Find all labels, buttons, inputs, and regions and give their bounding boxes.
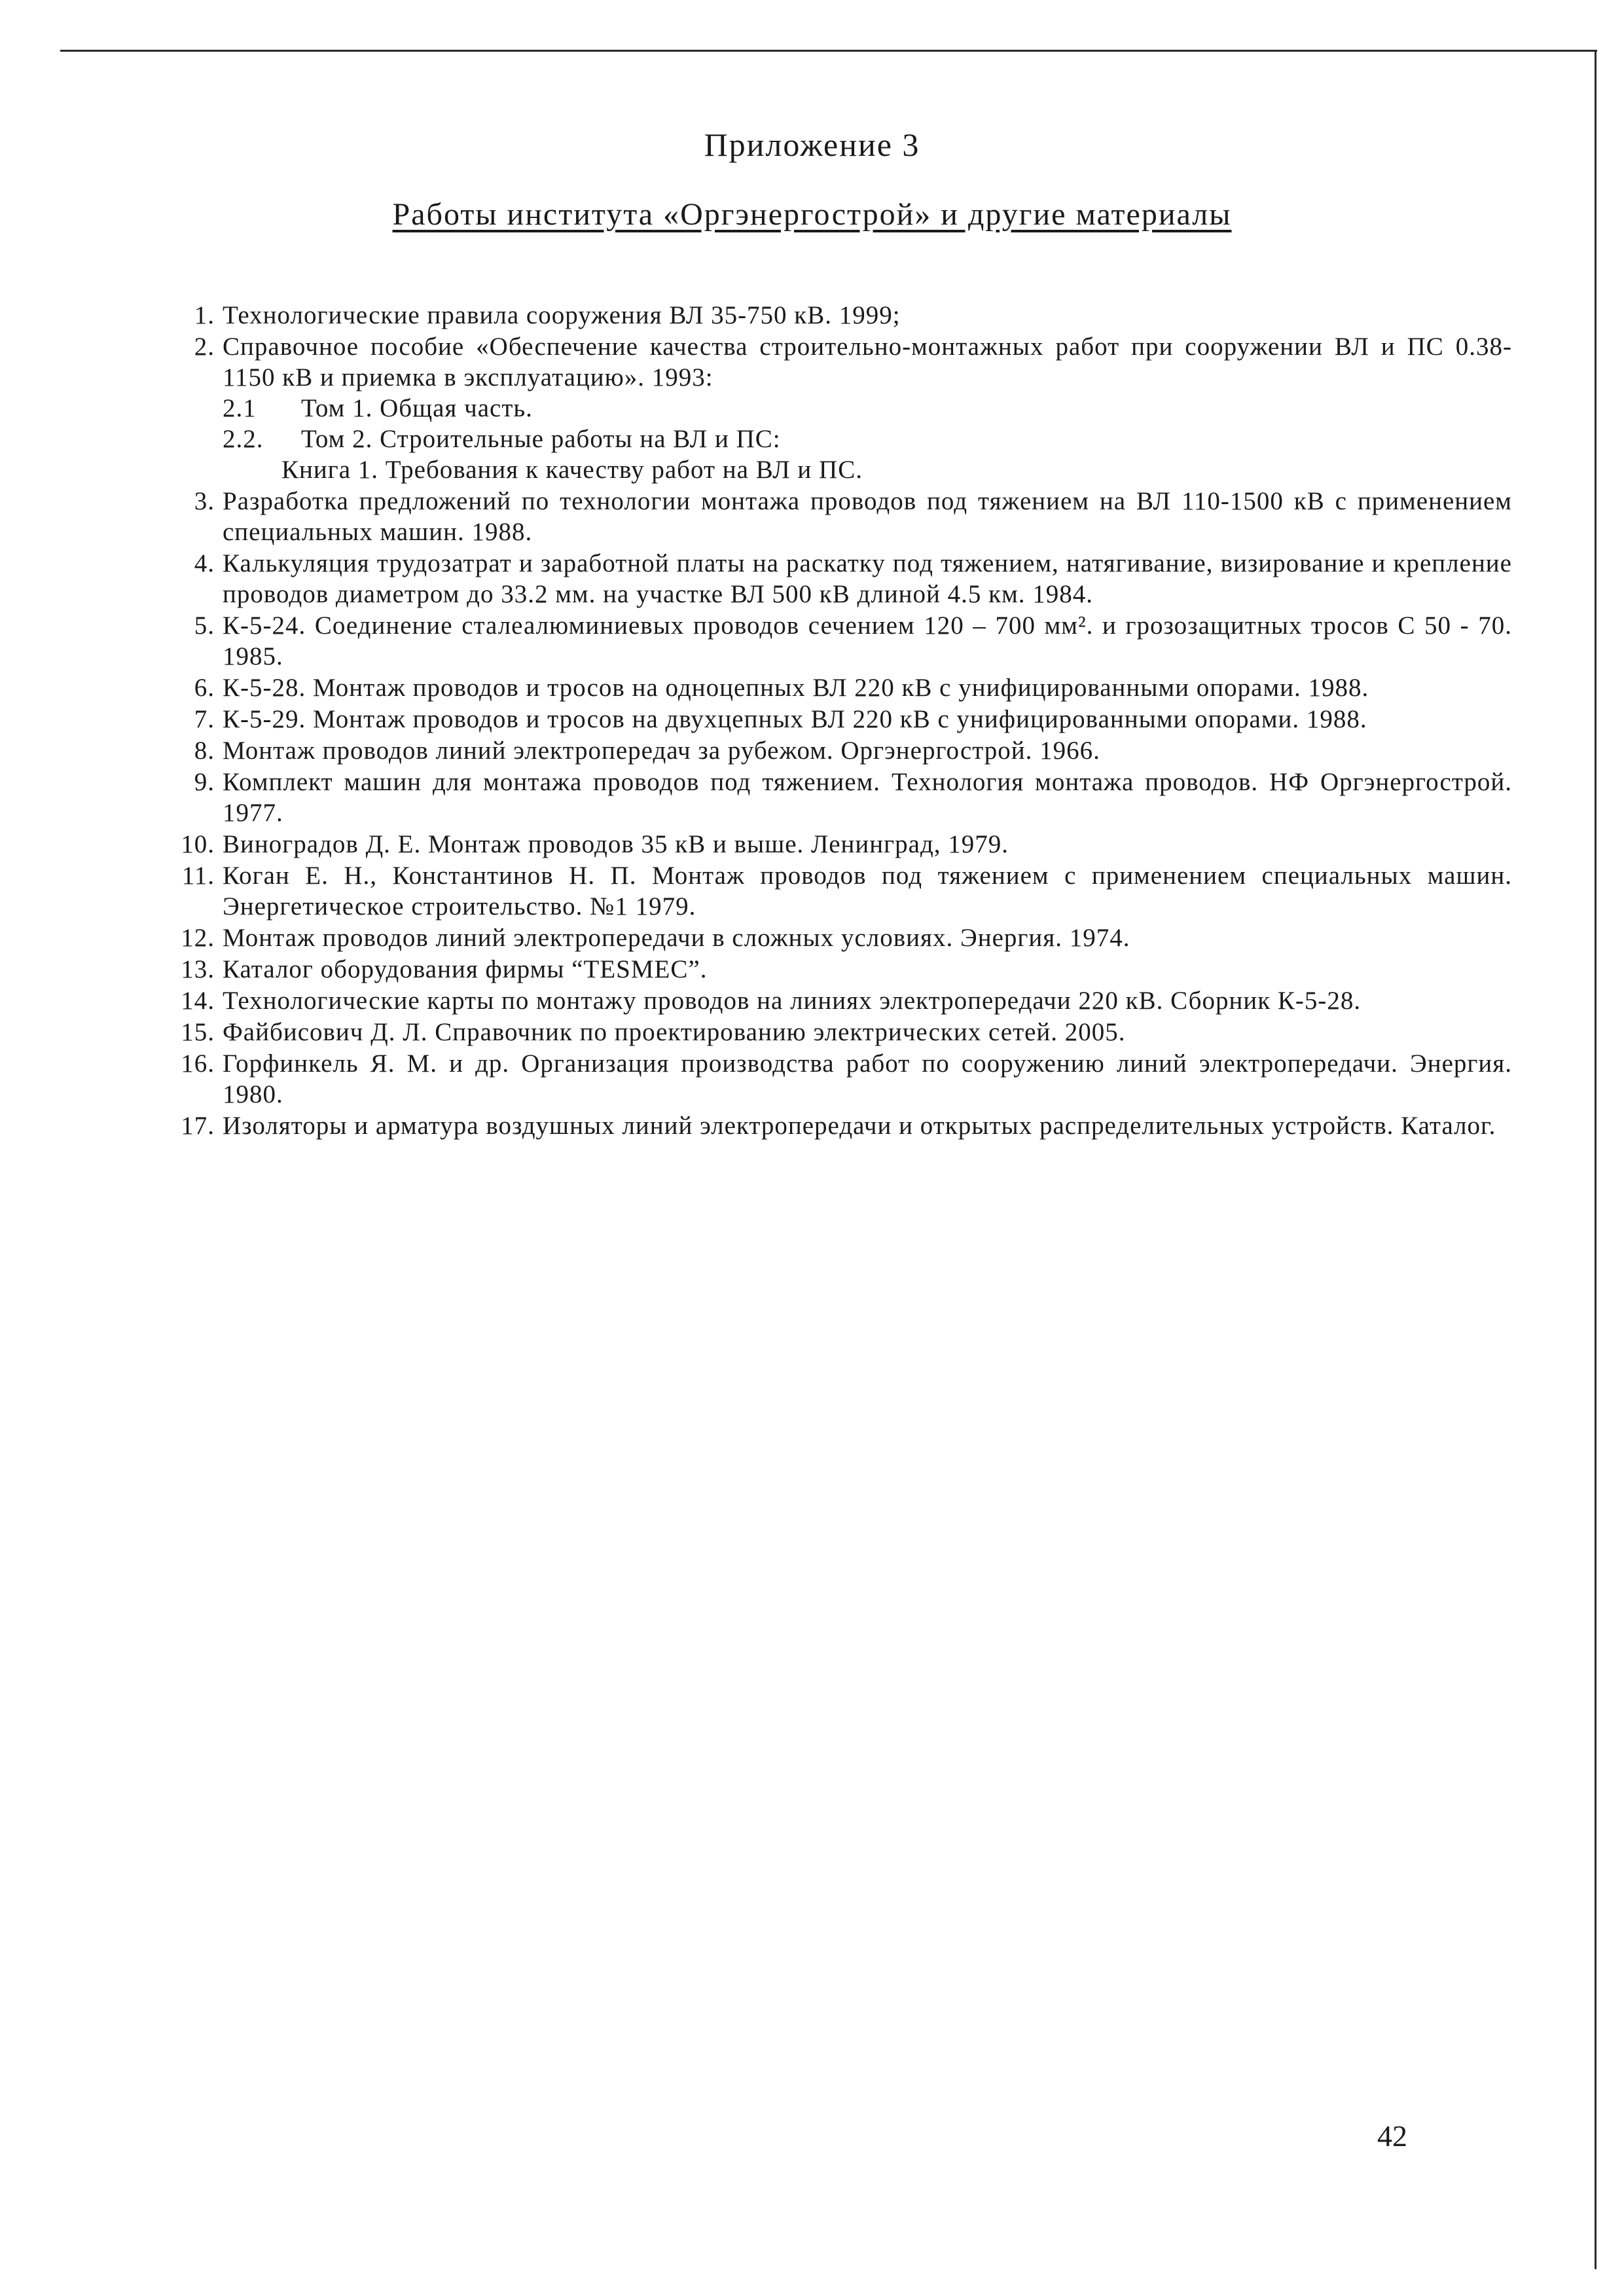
list-item-number: 4. [194,549,215,577]
list-item-number: 5. [194,611,215,640]
section-title-text: Работы института «Оргэнергострой» и другие материалы [392,197,1232,232]
list-item-text: Справочное пособие «Обеспечение качества строительно-монтажных работ при сооружении ВЛ и ПС 0.38-1150 кВ и приемка в эксплуатацию». 1993: [223,333,1512,392]
list-item-text: Файбисович Д. Л. Справочник по проектированию электрических сетей. 2005. [223,1018,1126,1046]
sub-item-text: Том 2. Строительные работы на ВЛ и ПС: [301,425,781,453]
list-item-text: Разработка предложений по технологии монтажа проводов под тяжением на ВЛ 110-1500 кВ с применением специальных машин. 1988. [223,487,1512,546]
list-item [164,548,1512,610]
list-item [164,767,1512,828]
list-item [164,985,1512,1016]
list-item-number: 6. [194,674,215,702]
list-item-number: 12. [181,924,215,952]
list-item [164,1017,1512,1048]
list-item-text: К-5-29. Монтаж проводов и тросов на двухцепных ВЛ 220 кВ с унифицированными опорами. 1988. [223,705,1367,733]
list-item-text: Горфинкель Я. М. и др. Организация производства работ по сооружению линий электропередачи. Энергия. 1980. [223,1049,1512,1108]
section-title [0,196,1624,232]
list-item [164,704,1512,735]
list-item-text: Изоляторы и арматура воздушных линий электропередачи и открытых распределительных устройств. Каталог. [223,1112,1496,1140]
list-item [164,829,1512,860]
list-item [164,922,1512,953]
reference-list [164,300,1512,1142]
sub-item-number: 2.2. [223,425,264,453]
list-item [164,300,1512,331]
right-border-line [1595,50,1597,2269]
list-item-text: Коган Е. Н., Константинов Н. П. Монтаж проводов под тяжением с применением специальных машин. Энергетическое строительство. №1 1979. [223,862,1512,920]
list-item-number: 17. [181,1112,215,1140]
list-item-number: 11. [181,862,215,890]
list-item [164,1110,1512,1141]
sub-item [223,393,1512,424]
list-item [164,735,1512,766]
list-item-text: Технологические правила сооружения ВЛ 35-750 кВ. 1999; [223,301,901,329]
list-item-text: Виноградов Д. Е. Монтаж проводов 35 кВ и выше. Ленинград, 1979. [223,830,1009,858]
list-item [164,486,1512,547]
sub-item [223,424,1512,454]
list-item-number: 3. [194,487,215,515]
list-item-number: 13. [181,955,215,983]
list-item-number: 8. [194,737,215,765]
list-item-number: 16. [181,1049,215,1078]
list-item-text: Монтаж проводов линий электропередач за рубежом. Оргэнергострой. 1966. [223,737,1100,765]
page-number: 42 [1377,2119,1407,2153]
top-border-line [60,50,1597,52]
list-item-text: К-5-24. Соединение сталеалюминиевых проводов сечением 120 – 700 мм². и грозозащитных тросов С 50 - 70. 1985. [223,611,1512,670]
list-item-text: Комплект машин для монтажа проводов под тяжением. Технология монтажа проводов. НФ Оргэнергострой. 1977. [223,768,1512,827]
appendix-title: Приложение 3 [704,126,920,163]
sub-item-number: 2.1 [223,394,257,422]
list-item [164,672,1512,703]
list-item-text: Монтаж проводов линий электропередачи в сложных условиях. Энергия. 1974. [223,924,1130,952]
sub-item-text: Том 1. Общая часть. [301,394,533,422]
list-item-number: 2. [194,333,215,361]
list-item-text: Калькуляция трудозатрат и заработной платы на раскатку под тяжением, натягивание, визирование и крепление проводов диаметром до 33.2 мм. на участке ВЛ 500 кВ длиной 4.5 км. 1984. [223,549,1512,608]
list-item-number: 9. [194,768,215,796]
list-item-number: 10. [181,830,215,858]
list-item-text: Каталог оборудования фирмы “TESMEC”. [223,955,708,983]
list-item [164,860,1512,922]
list-item-text: К-5-28. Монтаж проводов и тросов на одноцепных ВЛ 220 кВ с унифицированными опорами. 1988. [223,674,1369,702]
list-item [164,1048,1512,1110]
list-item [164,331,1512,485]
list-item-number: 14. [181,987,215,1015]
book-line: Книга 1. Требования к качеству работ на ВЛ и ПС. [281,456,863,484]
list-item [164,610,1512,672]
list-item-number: 1. [194,301,215,329]
list-item-number: 15. [181,1018,215,1046]
list-item [164,954,1512,985]
list-item-number: 7. [194,705,215,733]
list-item-text: Технологические карты по монтажу проводов на линиях электропередачи 220 кВ. Сборник К-5-28. [223,987,1362,1015]
